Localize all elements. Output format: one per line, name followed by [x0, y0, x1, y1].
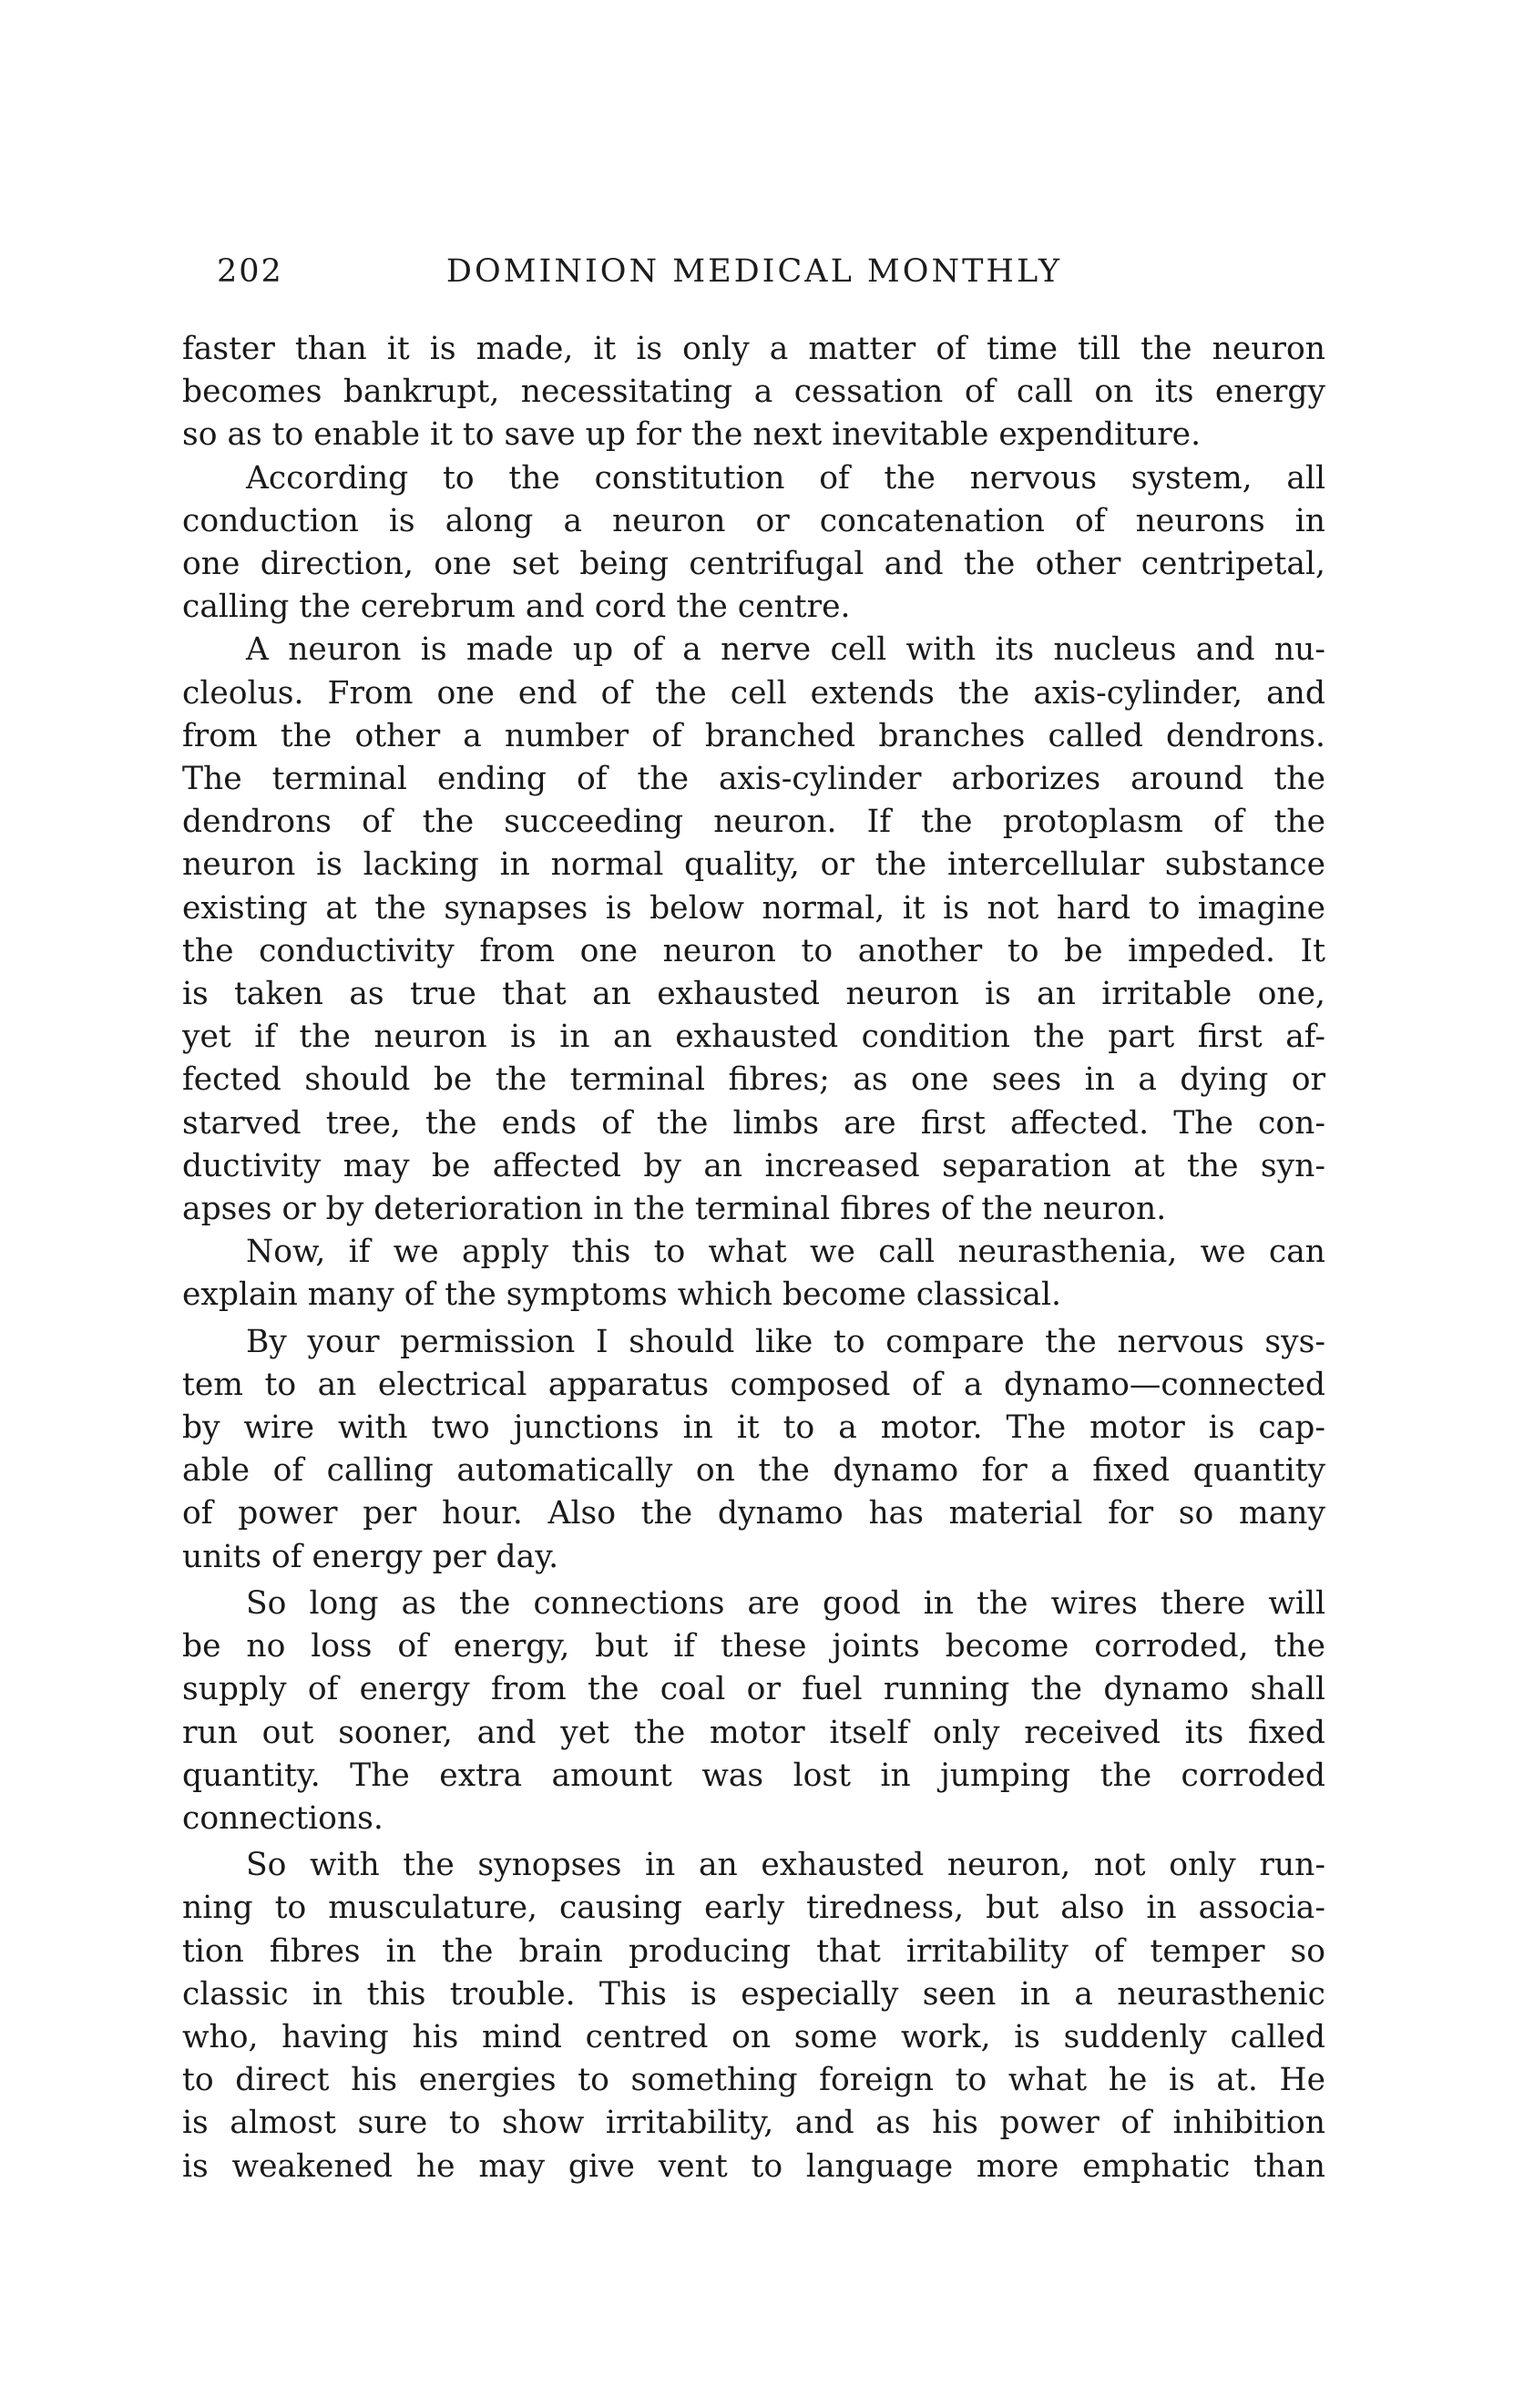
text-line: is taken as true that an exhausted neuron is an irritable one, — [182, 976, 1325, 1013]
text-line: from the other a number of branched branches called dendrons. — [182, 717, 1325, 754]
page-number: 202 — [217, 253, 283, 290]
text-line: fected should be the terminal fibres; as one sees in a dying or — [182, 1061, 1325, 1099]
text-line: connections. — [182, 1799, 384, 1837]
article-body — [182, 328, 1325, 2188]
text-line: cleolus. From one end of the cell extends the axis-cylinder, and — [182, 674, 1325, 712]
text-line: apses or by deterioration in the terminal fibres of the neuron. — [182, 1191, 1167, 1228]
journal-title: DOMINION MEDICAL MONTHLY — [445, 253, 1063, 290]
text-line: quantity. The extra amount was lost in jumping the corroded — [182, 1757, 1325, 1794]
text-line: ning to musculature, causing early tiredness, but also in associa- — [182, 1890, 1325, 1927]
paragraph-constitution — [182, 457, 1325, 630]
text-line: starved tree, the ends of the limbs are first affected. The con- — [182, 1104, 1325, 1142]
paragraph-synopses — [182, 1844, 1325, 2188]
text-line: tem to an electrical apparatus composed of a dynamo—connected — [182, 1366, 1325, 1403]
paragraph-neurasthenia — [182, 1231, 1325, 1317]
text-line: to direct his energies to something foreign to what he is at. He — [182, 2062, 1325, 2099]
text-line: classic in this trouble. This is especially seen in a neurasthenic — [182, 1975, 1325, 2013]
text-line: The terminal ending of the axis-cylinder arborizes around the — [182, 761, 1325, 798]
text-line: By your permission I should like to compare the nervous sys- — [246, 1323, 1325, 1360]
text-line: dendrons of the succeeding neuron. If the protoplasm of the — [182, 804, 1325, 841]
paragraph-continuation — [182, 328, 1325, 457]
text-line: is weakened he may give vent to language more emphatic than — [182, 2147, 1325, 2185]
text-line: able of calling automatically on the dynamo for a fixed quantity — [182, 1452, 1325, 1490]
text-line: existing at the synapses is below normal, it is not hard to imagine — [182, 889, 1325, 927]
text-line: A neuron is made up of a nerve cell with its nucleus and nu- — [246, 631, 1325, 669]
text-line: So long as the connections are good in the wires there will — [246, 1584, 1325, 1622]
paragraph-connections — [182, 1583, 1325, 1840]
paragraph-dynamo — [182, 1321, 1325, 1579]
text-line: one direction, one set being centrifugal and the other centripetal, — [182, 546, 1325, 583]
text-line: units of energy per day. — [182, 1538, 559, 1575]
text-line: So with the synopses in an exhausted neuron, not only run- — [246, 1847, 1325, 1884]
text-line: so as to enable it to save up for the next inevitable expenditure. — [182, 416, 1202, 454]
text-line: is almost sure to show irritability, and as his power of inhibition — [182, 2105, 1325, 2142]
paragraph-neuron — [182, 629, 1325, 1231]
text-line: According to the constitution of the nervous system, all — [246, 459, 1325, 497]
text-line: yet if the neuron is in an exhausted condition the part first af- — [182, 1019, 1325, 1056]
text-line: calling the cerebrum and cord the centre. — [182, 589, 851, 626]
text-line: the conductivity from one neuron to another to be impeded. It — [182, 932, 1325, 969]
text-line: by wire with two junctions in it to a motor. The motor is cap- — [182, 1409, 1325, 1447]
text-line: Now, if we apply this to what we call neurasthenia, we can — [246, 1234, 1325, 1271]
text-line: ductivity may be affected by an increased separation at the syn- — [182, 1147, 1325, 1184]
text-line: of power per hour. Also the dynamo has material for so many — [182, 1495, 1325, 1532]
text-line: conduction is along a neuron or concatenation of neurons in — [182, 502, 1325, 539]
text-line: be no loss of energy, but if these joints become corroded, the — [182, 1628, 1325, 1665]
text-line: who, having his mind centred on some work, is suddenly called — [182, 2018, 1325, 2055]
running-head — [176, 253, 1333, 301]
text-line: run out sooner, and yet the motor itself only received its fixed — [182, 1714, 1325, 1751]
text-line: faster than it is made, it is only a matter of time till the neuron — [182, 331, 1325, 367]
text-line: tion fibres in the brain producing that irritability of temper so — [182, 1932, 1325, 1970]
text-line: becomes bankrupt, necessitating a cessation of call on its energy — [182, 374, 1325, 411]
text-line: neuron is lacking in normal quality, or the intercellular substance — [182, 846, 1325, 884]
text-line: explain many of the symptoms which become classical. — [182, 1276, 1061, 1314]
text-line: supply of energy from the coal or fuel running the dynamo shall — [182, 1671, 1325, 1708]
